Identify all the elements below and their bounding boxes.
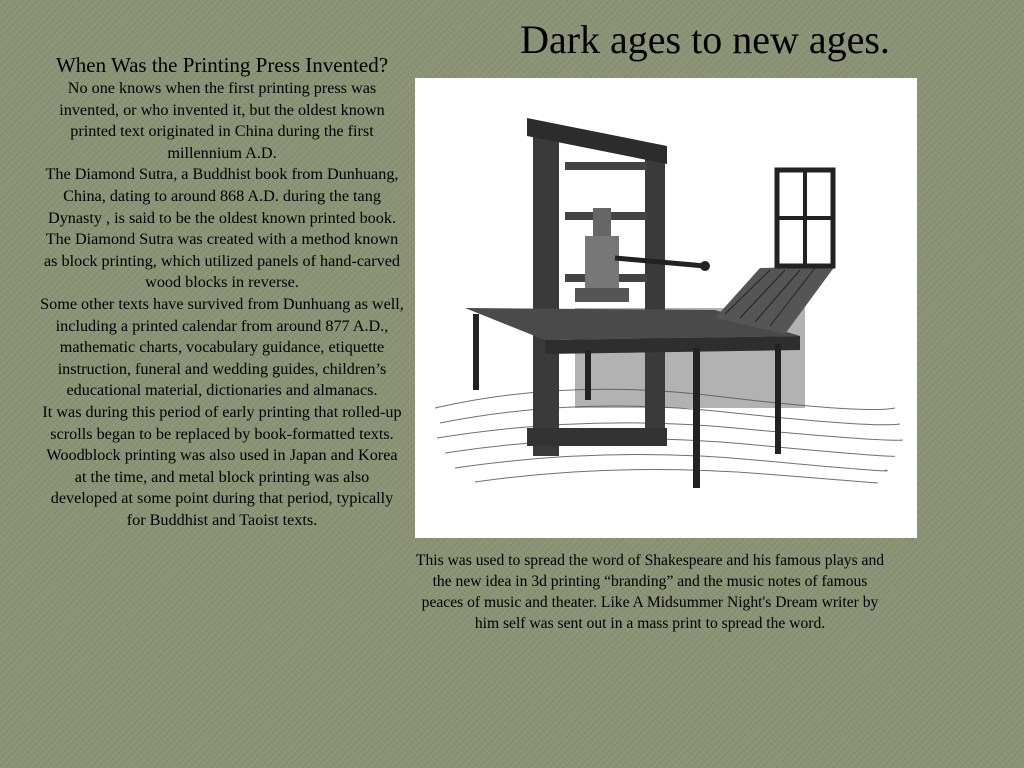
body-paragraph: The Diamond Sutra was created with a method known as block printing, which utilized panels of hand-carved wood blocks in reverse. — [43, 230, 400, 292]
image-caption: This was used to spread the word of Shakespeare and his famous plays and the new idea in 3d printing “branding” and the music notes of famous peaces of music and theater. Like A Midsummer Night's Dream writer by him self was sent out in a mass print to spread the word. — [415, 552, 885, 632]
body-paragraph: The Diamond Sutra, a Buddhist book from Dunhuang, China, dating to around 868 A.D. during the tang Dynasty , is said to be the oldest known printed book. — [45, 165, 399, 227]
section-heading: When Was the Printing Press Invented? — [55, 53, 389, 77]
body-paragraph: No one knows when the first printing press was invented, or who invented it, but the oldest known printed text originated in China during the first millennium A.D. — [59, 79, 385, 162]
body-paragraph: Some other texts have survived from Dunhuang as well, including a printed calendar from around 877 A.D., mathematic charts, vocabulary guidance, etiquette instruction, funeral and wedding guides, children’s educational material, dictionaries and almanacs. — [40, 294, 404, 400]
printing-press-illustration — [415, 78, 917, 538]
body-paragraph: It was during this period of early printing that rolled-up scrolls began to be replaced by book-formatted texts. Woodblock printing was also used in Japan and Korea at the time, and metal block printing was also developed at some point during that period, typically for Buddhist and Taoist texts. — [42, 402, 402, 529]
left-text-column — [40, 52, 404, 531]
printing-press-icon — [415, 78, 917, 538]
slide-title: Dark ages to new ages. — [520, 17, 890, 62]
